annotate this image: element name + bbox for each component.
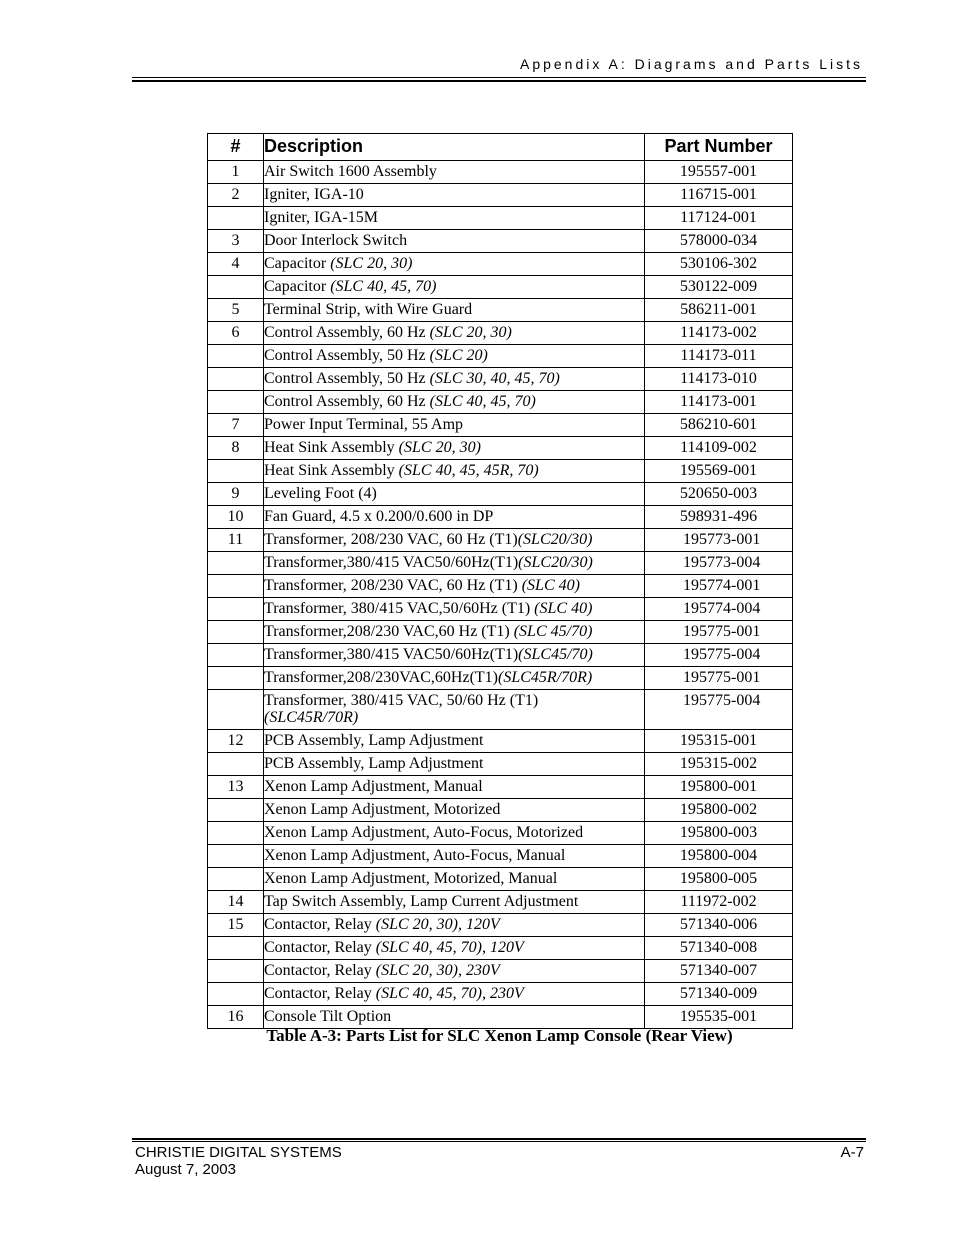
model-note: (SLC 20, 30) [429,324,512,341]
description-text: Igniter, IGA-15M [264,209,378,226]
footer-company: CHRISTIE DIGITAL SYSTEMS [135,1144,342,1161]
row-number: 8 [208,437,264,460]
description-text: Transformer, 380/415 VAC, 50/60 Hz (T1) [264,692,539,709]
description-text: Control Assembly, 60 Hz [264,393,430,410]
description-text: Air Switch 1600 Assembly [264,163,437,180]
row-number [208,207,264,230]
model-note: (SLC 30, 40, 45, 70) [429,370,560,387]
description-text: Transformer, 380/415 VAC,50/60Hz (T1) [264,600,535,617]
description-text: Leveling Foot (4) [264,485,377,502]
row-description [264,460,645,483]
table-row [208,437,793,460]
row-part-number: 571340-007 [645,960,793,983]
row-description [264,391,645,414]
row-description [264,253,645,276]
row-number: 12 [208,730,264,753]
row-number [208,368,264,391]
description-text: Xenon Lamp Adjustment, Auto-Focus, Motorized [264,824,584,841]
model-note: (SLC 20) [429,347,488,364]
model-note: (SLC 40, 45, 70), 120V [375,939,524,956]
table-row [208,983,793,1006]
row-part-number: 111972-002 [645,891,793,914]
row-part-number: 195800-004 [645,845,793,868]
table-row [208,414,793,437]
row-part-number: 571340-008 [645,937,793,960]
table-row [208,644,793,667]
table-row [208,391,793,414]
row-description [264,414,645,437]
row-number [208,753,264,776]
footer-date: August 7, 2003 [135,1161,236,1178]
table-row [208,552,793,575]
description-text: PCB Assembly, Lamp Adjustment [264,755,484,772]
row-part-number: 586211-001 [645,299,793,322]
row-part-number: 578000-034 [645,230,793,253]
model-note: (SLC 20, 30), 120V [375,916,500,933]
row-description [264,730,645,753]
row-description [264,776,645,799]
row-number [208,621,264,644]
row-number [208,276,264,299]
page-header-title: Appendix A: Diagrams and Parts Lists [519,56,863,72]
table-row [208,184,793,207]
row-number: 1 [208,161,264,184]
row-description [264,552,645,575]
row-part-number: 195773-001 [645,529,793,552]
row-description [264,276,645,299]
row-number [208,845,264,868]
row-number: 5 [208,299,264,322]
row-number: 4 [208,253,264,276]
description-text: Transformer,208/230 VAC,60 Hz (T1) [264,623,514,640]
table-row [208,299,793,322]
table-row [208,253,793,276]
description-text: Transformer,208/230VAC,60Hz(T1) [264,669,499,686]
row-number [208,868,264,891]
row-part-number: 195315-001 [645,730,793,753]
row-number [208,937,264,960]
model-note: (SLC 40, 45, 70), 230V [375,985,524,1002]
description-text: Capacitor [264,255,331,272]
row-part-number: 571340-006 [645,914,793,937]
table-row [208,937,793,960]
table-row [208,667,793,690]
table-caption: Table A-3: Parts List for SLC Xenon Lamp Console (Rear View) [266,1026,733,1045]
row-part-number: 530106-302 [645,253,793,276]
row-part-number: 195535-001 [645,1006,793,1029]
row-description [264,230,645,253]
table-row [208,891,793,914]
model-note: (SLC20/30) [518,554,593,571]
table-row [208,345,793,368]
row-number [208,575,264,598]
row-part-number: 195800-002 [645,799,793,822]
row-description [264,868,645,891]
row-part-number: 195774-001 [645,575,793,598]
footer-page-number: A-7 [840,1144,864,1161]
row-part-number: 117124-001 [645,207,793,230]
table-row [208,207,793,230]
row-description [264,753,645,776]
row-number: 3 [208,230,264,253]
model-note: (SLC 20, 30) [330,255,413,272]
table-row [208,529,793,552]
row-number: 11 [208,529,264,552]
description-text: Control Assembly, 50 Hz [264,347,430,364]
table-row [208,960,793,983]
row-number [208,460,264,483]
row-part-number: 195800-001 [645,776,793,799]
row-part-number: 114173-001 [645,391,793,414]
footer-left [135,1144,342,1178]
table-row [208,230,793,253]
description-text: Heat Sink Assembly [264,439,399,456]
header-rule-thick [132,80,866,82]
row-part-number: 114173-011 [645,345,793,368]
description-text: Heat Sink Assembly [264,462,399,479]
row-description [264,575,645,598]
row-description [264,960,645,983]
table-row [208,161,793,184]
row-part-number: 195775-001 [645,621,793,644]
model-note: (SLC 40, 45, 45R, 70) [398,462,539,479]
row-part-number: 195315-002 [645,753,793,776]
row-part-number: 195775-001 [645,667,793,690]
row-number [208,598,264,621]
row-description [264,368,645,391]
description-text: Capacitor [264,278,331,295]
row-description [264,437,645,460]
description-text: Igniter, IGA-10 [264,186,364,203]
row-description [264,322,645,345]
row-description [264,184,645,207]
description-text: Transformer, 208/230 VAC, 60 Hz (T1) [264,531,518,548]
model-note: (SLC 20, 30) [398,439,481,456]
model-note: (SLC45R/70R) [264,709,359,726]
row-part-number: 530122-009 [645,276,793,299]
row-part-number: 571340-009 [645,983,793,1006]
row-part-number: 195557-001 [645,161,793,184]
row-part-number: 116715-001 [645,184,793,207]
row-description [264,799,645,822]
table-row [208,368,793,391]
row-number [208,644,264,667]
description-text: Terminal Strip, with Wire Guard [264,301,473,318]
description-text: Power Input Terminal, 55 Amp [264,416,464,433]
row-number: 7 [208,414,264,437]
description-text: Xenon Lamp Adjustment, Manual [264,778,483,795]
row-number [208,690,264,730]
row-number [208,799,264,822]
row-part-number: 114173-002 [645,322,793,345]
description-text: Transformer, 208/230 VAC, 60 Hz (T1) [264,577,522,594]
description-text: Console Tilt Option [264,1008,392,1025]
row-description [264,529,645,552]
row-part-number: 195775-004 [645,690,793,730]
table-row [208,914,793,937]
description-text: Tap Switch Assembly, Lamp Current Adjustment [264,893,579,910]
row-number: 16 [208,1006,264,1029]
model-note: (SLC20/30) [517,531,593,548]
row-part-number: 195800-005 [645,868,793,891]
table-header-row [208,134,793,161]
description-text: PCB Assembly, Lamp Adjustment [264,732,484,749]
model-note: (SLC 40, 45, 70) [330,278,437,295]
column-header-part-number: Part Number [645,134,793,161]
row-description [264,161,645,184]
row-number [208,345,264,368]
table-row [208,845,793,868]
description-text: Contactor, Relay [264,916,376,933]
table-row [208,460,793,483]
parts-table [207,133,793,1029]
row-description [264,667,645,690]
row-number: 9 [208,483,264,506]
row-description [264,598,645,621]
row-description [264,914,645,937]
table-row [208,483,793,506]
row-description [264,621,645,644]
row-part-number: 520650-003 [645,483,793,506]
table-row [208,753,793,776]
row-part-number: 114173-010 [645,368,793,391]
row-number: 2 [208,184,264,207]
description-text: Transformer,380/415 VAC50/60Hz(T1) [264,646,519,663]
row-description [264,207,645,230]
row-description [264,983,645,1006]
model-note: (SLC 40) [521,577,580,594]
row-number [208,552,264,575]
table-row [208,598,793,621]
table-row [208,621,793,644]
model-note: (SLC45R/70R) [498,669,593,686]
description-text: Control Assembly, 60 Hz [264,324,430,341]
row-description [264,483,645,506]
row-part-number: 195775-004 [645,644,793,667]
header-rule [132,77,866,78]
table-row [208,575,793,598]
table-row [208,506,793,529]
row-part-number: 195773-004 [645,552,793,575]
model-note: (SLC 40, 45, 70) [429,393,536,410]
row-number [208,667,264,690]
table-row [208,276,793,299]
footer-rule-thick [132,1138,866,1140]
row-number: 10 [208,506,264,529]
table-row [208,868,793,891]
row-part-number: 195569-001 [645,460,793,483]
description-text: Xenon Lamp Adjustment, Motorized [264,801,501,818]
model-note: (SLC 40) [534,600,593,617]
row-part-number: 586210-601 [645,414,793,437]
row-description [264,345,645,368]
description-text: Contactor, Relay [264,962,376,979]
row-description [264,644,645,667]
parts-table-body [208,161,793,1029]
model-note: (SLC45/70) [518,646,593,663]
row-number [208,960,264,983]
row-description [264,937,645,960]
row-description [264,891,645,914]
row-part-number: 114109-002 [645,437,793,460]
table-row [208,322,793,345]
row-number [208,983,264,1006]
table-row [208,776,793,799]
description-text: Fan Guard, 4.5 x 0.200/0.600 in DP [264,508,494,525]
table-row [208,822,793,845]
table-row [208,730,793,753]
description-text: Xenon Lamp Adjustment, Auto-Focus, Manual [264,847,566,864]
row-description [264,845,645,868]
footer-rule [132,1141,866,1142]
table-row [208,799,793,822]
row-description [264,822,645,845]
column-header-number: # [208,134,264,161]
column-header-description: Description [264,134,645,161]
description-text: Transformer,380/415 VAC50/60Hz(T1) [264,554,519,571]
description-text: Contactor, Relay [264,939,376,956]
row-description [264,506,645,529]
description-text: Contactor, Relay [264,985,376,1002]
model-note: (SLC 45/70) [513,623,593,640]
table-row [208,690,793,730]
row-number [208,391,264,414]
row-description [264,690,645,730]
description-text: Control Assembly, 50 Hz [264,370,430,387]
row-number: 15 [208,914,264,937]
row-description [264,299,645,322]
description-text: Xenon Lamp Adjustment, Motorized, Manual [264,870,558,887]
row-part-number: 598931-496 [645,506,793,529]
row-part-number: 195774-004 [645,598,793,621]
model-note: (SLC 20, 30), 230V [375,962,500,979]
row-number: 13 [208,776,264,799]
row-part-number: 195800-003 [645,822,793,845]
row-number: 6 [208,322,264,345]
row-number [208,822,264,845]
description-text: Door Interlock Switch [264,232,408,249]
row-number: 14 [208,891,264,914]
